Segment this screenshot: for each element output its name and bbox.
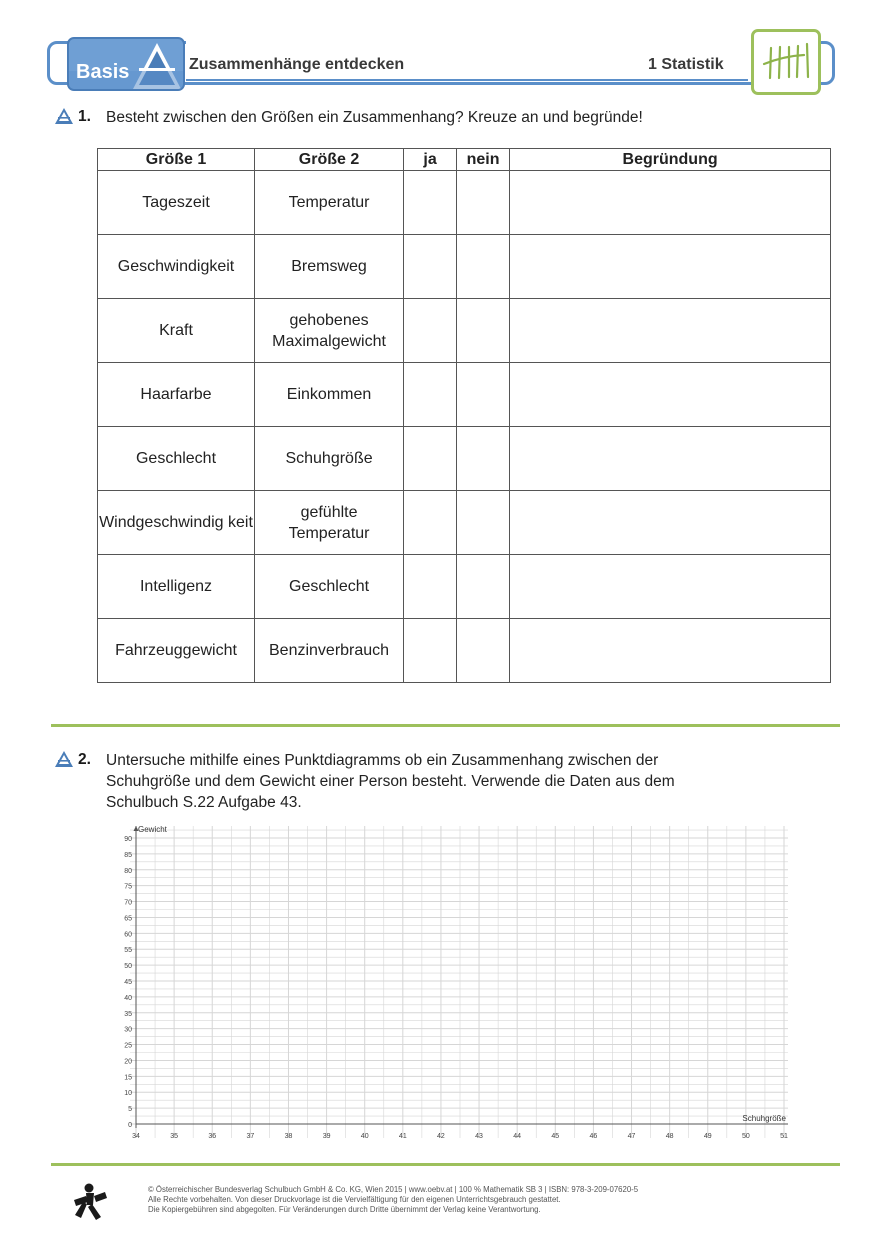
header-frame-gap [186,41,752,47]
level-badge-label: Basis [76,61,130,83]
cell-groesse2: gehobenes Maximalgewicht [255,299,404,363]
table-row [98,427,831,491]
cell-groesse2: Benzinverbrauch [255,619,404,683]
y-tick-label: 20 [124,1058,132,1066]
col-header-groesse1: Größe 1 [98,149,255,171]
y-tick-label: 80 [124,867,132,875]
x-tick-label: 51 [780,1133,788,1140]
cell-nein-checkbox[interactable] [457,619,510,683]
cell-begruendung-input[interactable] [510,171,831,235]
y-tick-label: 5 [128,1106,132,1114]
cell-ja-checkbox[interactable] [404,299,457,363]
association-table [97,148,831,683]
x-tick-label: 42 [437,1133,445,1140]
cell-nein-checkbox[interactable] [457,555,510,619]
cell-groesse2: Temperatur [255,171,404,235]
pyramid-task-icon [54,107,74,125]
cell-groesse2: Einkommen [255,363,404,427]
y-tick-label: 70 [124,899,132,907]
cell-begruendung-input[interactable] [510,619,831,683]
footer-line: © Österreichischer Bundesverlag Schulbuch GmbH & Co. KG, Wien 2015 | www.oebv.at | 100 % Mathematik SB 3 | ISBN: 978-3-209-07620-5 [148,1185,639,1194]
publisher-logo-icon [72,1183,108,1221]
x-tick-label: 37 [246,1133,255,1140]
y-tick-label: 65 [124,915,132,923]
y-tick-label: 0 [128,1122,132,1129]
cell-nein-checkbox[interactable] [457,427,510,491]
x-tick-label: 50 [741,1133,750,1140]
x-tick-label: 47 [627,1133,636,1140]
table-row [98,619,831,683]
y-axis-label: Gewicht [138,825,167,834]
header-rule [186,79,748,81]
col-header-nein: nein [457,149,510,171]
task1-text: Besteht zwischen den Größen ein Zusammenhang? Kreuze an und begründe! [106,109,643,126]
copyright-notice [148,1185,638,1216]
x-tick-label: 40 [360,1133,369,1140]
chapter-label: 1 Statistik [648,56,724,73]
table-row [98,555,831,619]
cell-groesse1: Tageszeit [98,171,255,235]
y-tick-label: 60 [124,931,132,939]
cell-groesse1: Geschwindigkeit [98,235,255,299]
section-divider [51,724,840,727]
cell-nein-checkbox[interactable] [457,235,510,299]
y-tick-label: 50 [124,963,132,971]
cell-begruendung-input[interactable] [510,555,831,619]
cell-groesse1: Fahrzeuggewicht [98,619,255,683]
col-header-ja: ja [404,149,457,171]
x-tick-label: 44 [513,1133,522,1140]
cell-groesse2: Geschlecht [255,555,404,619]
task2-line: Untersuche mithilfe eines Punktdiagramms ob ein Zusammenhang zwischen der [106,752,659,769]
cell-ja-checkbox[interactable] [404,363,457,427]
cell-ja-checkbox[interactable] [404,619,457,683]
cell-nein-checkbox[interactable] [457,171,510,235]
y-tick-label: 75 [124,883,132,891]
y-tick-label: 85 [124,851,132,859]
cell-begruendung-input[interactable] [510,427,831,491]
cell-groesse1: Haarfarbe [98,363,255,427]
y-tick-label: 10 [124,1090,132,1098]
cell-ja-checkbox[interactable] [404,555,457,619]
y-tick-label: 90 [124,836,132,843]
pyramid-task-icon [54,750,74,768]
cell-begruendung-input[interactable] [510,235,831,299]
task2-line: Schulbuch S.22 Aufgabe 43. [106,794,302,811]
x-axis-label: Schuhgröße [742,1114,786,1123]
x-tick-label: 35 [170,1133,179,1140]
y-tick-label: 35 [124,1010,132,1018]
footer-line: Alle Rechte vorbehalten. Von dieser Druckvorlage ist die Vervielfältigung für den eigenen Unterrichtsgebrauch gestattet. [148,1195,561,1205]
cell-groesse2: Schuhgröße [255,427,404,491]
x-tick-label: 48 [665,1133,674,1140]
x-tick-label: 49 [703,1133,712,1140]
scatter-chart-grid[interactable] [110,818,790,1144]
table-row [98,171,831,235]
worksheet-title: Zusammenhänge entdecken [189,56,405,73]
cell-groesse2: gefühlte Temperatur [255,491,404,555]
y-tick-label: 40 [124,994,132,1002]
x-tick-label: 46 [589,1133,598,1140]
y-tick-label: 15 [124,1074,132,1082]
y-tick-label: 55 [124,947,132,955]
cell-groesse1: Windgeschwindig keit [98,491,255,555]
cell-groesse1: Intelligenz [98,555,255,619]
x-tick-label: 43 [475,1133,483,1140]
x-tick-label: 36 [208,1133,217,1140]
footer-line: Die Kopiergebühren sind abgegolten. Für Veränderungen durch Dritte übernimmt der Verlag keine Verantwortung. [148,1205,541,1215]
x-tick-label: 38 [284,1133,293,1140]
task2-line: Schuhgröße und dem Gewicht einer Person besteht. Verwende die Daten aus dem [106,773,675,790]
y-tick-label: 30 [124,1026,132,1034]
cell-ja-checkbox[interactable] [404,171,457,235]
col-header-begruendung: Begründung [510,149,831,171]
cell-begruendung-input[interactable] [510,299,831,363]
y-tick-label: 45 [124,979,132,986]
tally-logo [751,29,821,95]
cell-ja-checkbox[interactable] [404,427,457,491]
task2-number: 2. [78,751,91,768]
x-tick-label: 39 [322,1133,331,1140]
cell-ja-checkbox[interactable] [404,491,457,555]
cell-begruendung-input[interactable] [510,363,831,427]
cell-groesse1: Kraft [98,299,255,363]
x-tick-label: 41 [398,1133,407,1140]
x-tick-label: 45 [551,1133,560,1140]
cell-ja-checkbox[interactable] [404,235,457,299]
x-tick-label: 34 [132,1133,140,1140]
cell-nein-checkbox[interactable] [457,491,510,555]
table-header-row [98,149,831,171]
table-row [98,235,831,299]
task2-text [106,750,675,813]
table-row [98,363,831,427]
task1-number: 1. [78,108,91,125]
footer-divider [51,1163,840,1166]
table-row [98,491,831,555]
cell-nein-checkbox[interactable] [457,299,510,363]
cell-begruendung-input[interactable] [510,491,831,555]
table-row [98,299,831,363]
tally-marks-icon [754,32,818,92]
cell-groesse1: Geschlecht [98,427,255,491]
cell-groesse2: Bremsweg [255,235,404,299]
y-tick-label: 25 [124,1042,132,1050]
col-header-groesse2: Größe 2 [255,149,404,171]
cell-nein-checkbox[interactable] [457,363,510,427]
